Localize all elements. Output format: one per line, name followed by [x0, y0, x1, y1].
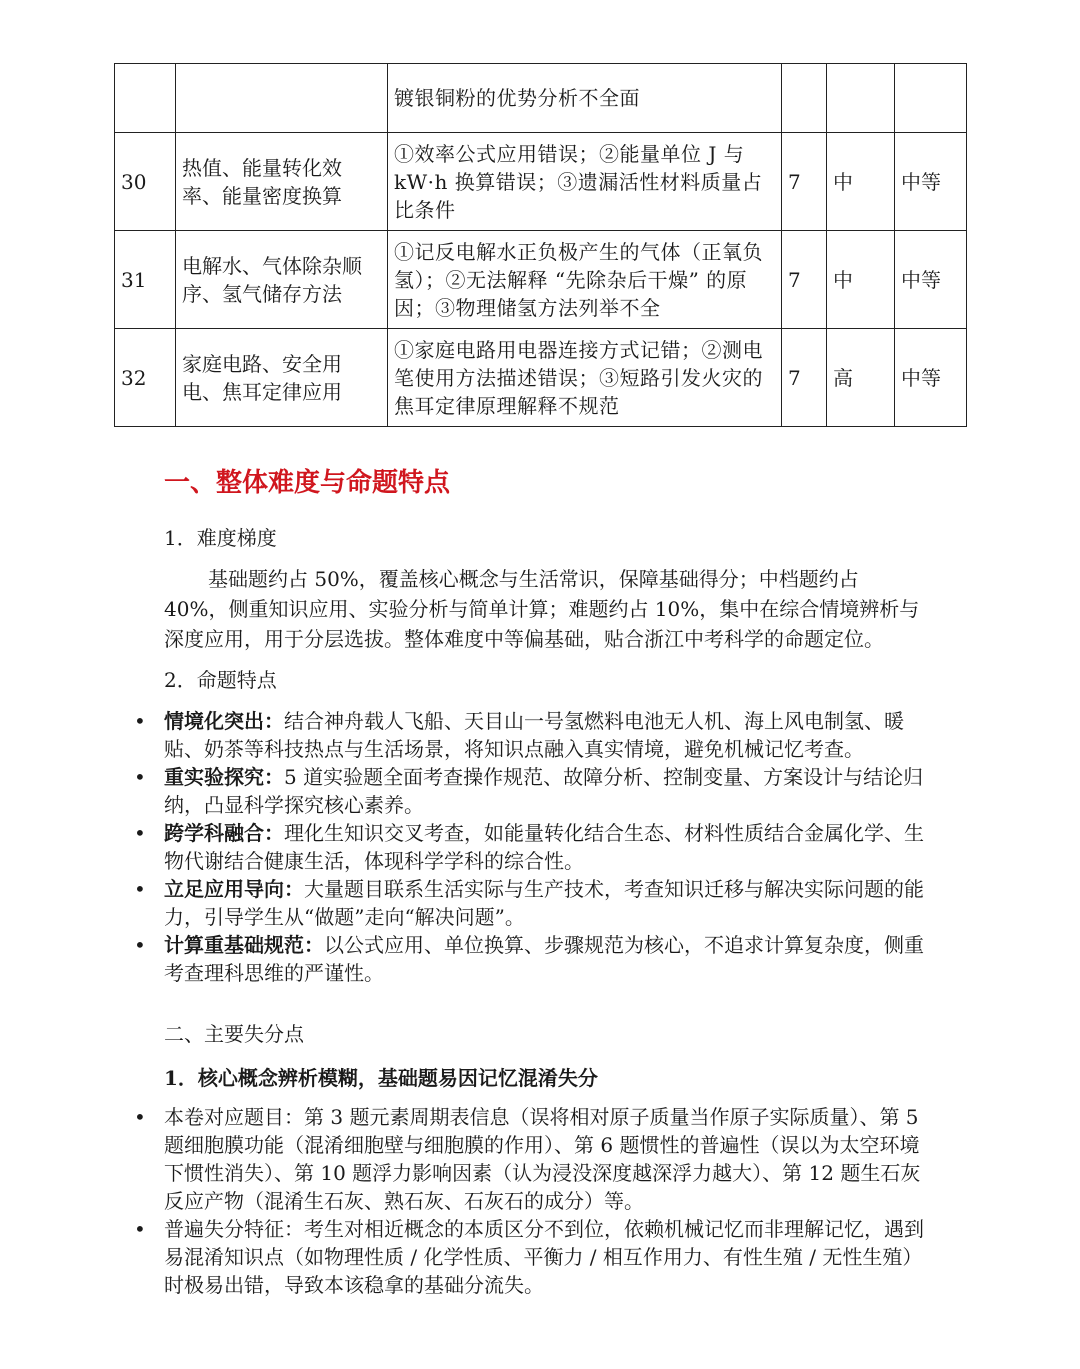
- knowledge-point-cell: 家庭电路、安全用电、焦耳定律应用: [176, 329, 388, 427]
- subheading-core-concepts: 1．核心概念辨析模糊，基础题易因记忆混淆失分: [164, 1066, 598, 1090]
- section-title-main-deductions: 二、主要失分点: [164, 1022, 304, 1046]
- difficulty-cell: 中等: [895, 329, 967, 427]
- feature-bullet-list: [164, 707, 924, 987]
- list-item: [164, 875, 924, 931]
- list-item: [164, 1215, 924, 1299]
- bullet-text: 理化生知识交叉考查，如能量转化结合生态、材料性质结合金属化学、生物代谢结合健康生活，体现科学学科的综合性。: [164, 821, 924, 873]
- difficulty-cell: [895, 64, 967, 133]
- bullet-lead: 跨学科融合：: [164, 821, 284, 845]
- paragraph-difficulty-gradient: 基础题约占 50%，覆盖核心概念与生活常识，保障基础得分；中档题约占 40%，侧重知识应用、实验分析与简单计算；难题约占 10%，集中在综合情境辨析与深度应用，用于分层选拔。整体难度中等偏基础，贴合浙江中考科学的命题定位。: [164, 567, 920, 651]
- score-cell: 7: [782, 231, 827, 329]
- bullet-lead: 重实验探究：: [164, 765, 284, 789]
- subheading-difficulty-gradient: 1．难度梯度: [164, 526, 277, 550]
- list-item: [164, 707, 924, 763]
- score-cell: [782, 64, 827, 133]
- knowledge-point-cell: [176, 64, 388, 133]
- common-errors-cell: ①效率公式应用错误；②能量单位 J 与 kW·h 换算错误；③遗漏活性材料质量占比条件: [388, 133, 782, 231]
- bullet-text: 结合神舟载人飞船、天目山一号氢燃料电池无人机、海上风电制氢、暖贴、奶茶等科技热点与生活场景，将知识点融入真实情境，避免机械记忆考查。: [164, 709, 904, 761]
- bullet-text: 5 道实验题全面考查操作规范、故障分析、控制变量、方案设计与结论归纳，凸显科学探究核心素养。: [164, 765, 924, 817]
- difficulty-cell: 中等: [895, 231, 967, 329]
- section-title-overall-difficulty: 一、整体难度与命题特点: [164, 468, 451, 498]
- list-item: [164, 819, 924, 875]
- deduction-bullet-list: [164, 1103, 924, 1299]
- bullet-text: 以公式应用、单位换算、步骤规范为核心，不追求计算复杂度，侧重考查理科思维的严谨性。: [164, 933, 924, 985]
- table-row: [115, 231, 967, 329]
- score-cell: 7: [782, 329, 827, 427]
- question-number-cell: [115, 64, 176, 133]
- bullet-lead: 计算重基础规范：: [164, 933, 324, 957]
- question-number-cell: 30: [115, 133, 176, 231]
- error-rate-cell: [827, 64, 895, 133]
- knowledge-point-cell: 电解水、气体除杂顺序、氢气储存方法: [176, 231, 388, 329]
- bullet-lead: 立足应用导向：: [164, 877, 304, 901]
- common-errors-cell: ①家庭电路用电器连接方式记错；②测电笔使用方法描述错误；③短路引发火灾的焦耳定律原理解释不规范: [388, 329, 782, 427]
- question-number-cell: 31: [115, 231, 176, 329]
- table-row: [115, 64, 967, 133]
- knowledge-point-table: [114, 63, 967, 427]
- list-item: [164, 931, 924, 987]
- table-row: [115, 133, 967, 231]
- bullet-lead: 情境化突出：: [164, 709, 284, 733]
- list-item: [164, 763, 924, 819]
- error-rate-cell: 高: [827, 329, 895, 427]
- question-number-cell: 32: [115, 329, 176, 427]
- score-cell: 7: [782, 133, 827, 231]
- difficulty-cell: 中等: [895, 133, 967, 231]
- bullet-text: 普遍失分特征：考生对相近概念的本质区分不到位，依赖机械记忆而非理解记忆，遇到易混淆知识点（如物理性质 / 化学性质、平衡力 / 相互作用力、有性生殖 / 无性生殖）时极易出错，导致本该稳拿的基础分流失。: [164, 1217, 924, 1297]
- knowledge-point-cell: 热值、能量转化效率、能量密度换算: [176, 133, 388, 231]
- common-errors-cell: ①记反电解水正负极产生的气体（正氧负氢）；②无法解释 “先除杂后干燥” 的原因；③物理储氢方法列举不全: [388, 231, 782, 329]
- table-row: [115, 329, 967, 427]
- list-item: [164, 1103, 924, 1215]
- bullet-text: 大量题目联系生活实际与生产技术，考查知识迁移与解决实际问题的能力，引导学生从“做题”走向“解决问题”。: [164, 877, 924, 929]
- common-errors-cell: 镀银铜粉的优势分析不全面: [388, 64, 782, 133]
- bullet-text: 本卷对应题目：第 3 题元素周期表信息（误将相对原子质量当作原子实际质量）、第 5 题细胞膜功能（混淆细胞壁与细胞膜的作用）、第 6 题惯性的普遍性（误以为太空环境下惯性消失）、第 10 题浮力影响因素（认为浸没深度越深浮力越大）、第 12 题生石灰反应产物（混淆生石灰、熟石灰、石灰石的成分）等。: [164, 1105, 921, 1213]
- error-rate-cell: 中: [827, 133, 895, 231]
- subheading-question-features: 2．命题特点: [164, 668, 277, 692]
- error-rate-cell: 中: [827, 231, 895, 329]
